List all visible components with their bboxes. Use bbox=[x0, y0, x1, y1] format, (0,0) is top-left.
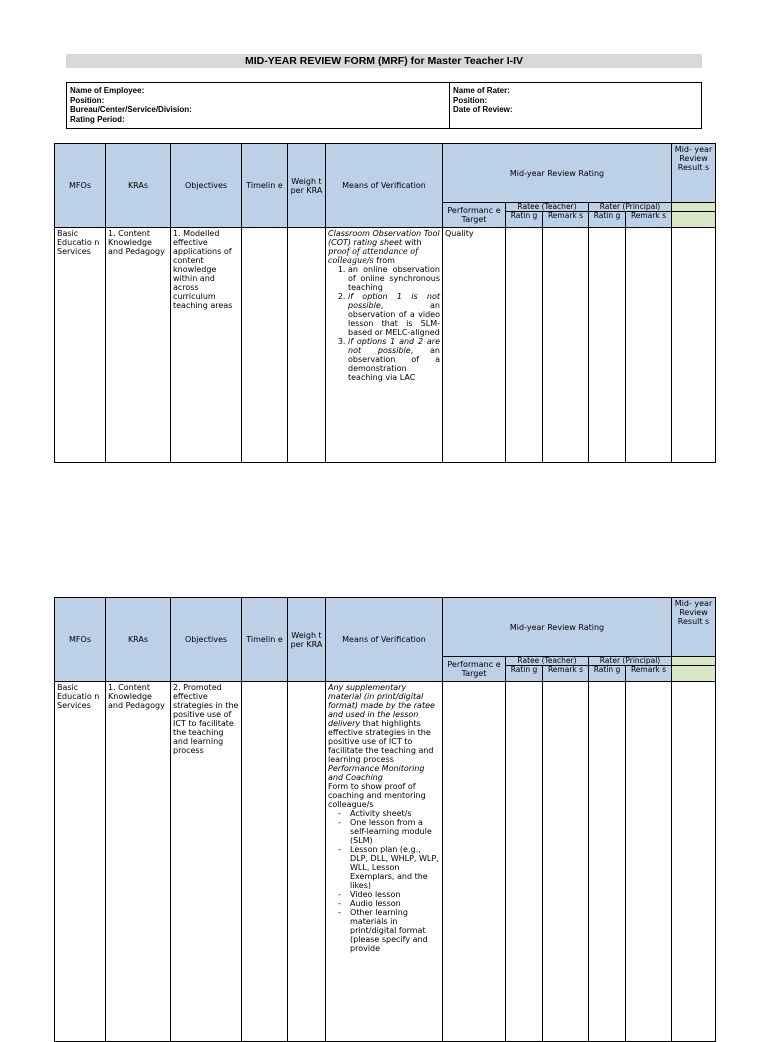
employee-info-left bbox=[70, 86, 192, 124]
employee-info-box bbox=[66, 82, 702, 129]
mov-highlights-text: that highlights effective strategies in the positive use of ICT to facilitate the teaching and learning process bbox=[328, 719, 434, 764]
header-kras: KRAs bbox=[106, 598, 171, 682]
header-performance-target: Performanc e Target bbox=[443, 657, 506, 682]
ratee-rating-cell[interactable] bbox=[506, 228, 543, 463]
rater-rating-cell[interactable] bbox=[589, 228, 626, 463]
mov-supplementary-text: Any supplementary material (in print/digital format) made by the ratee and used in the lesson delivery bbox=[328, 683, 435, 728]
results-cell-green bbox=[672, 212, 716, 228]
header-kras: KRAs bbox=[106, 144, 171, 228]
ratee-rating-cell[interactable] bbox=[506, 682, 543, 1042]
header-rater: Rater (Principal) bbox=[589, 657, 672, 666]
mov-material-item: - Other learning materials in print/digital format (please specify and provide bbox=[350, 908, 440, 953]
header-weight: Weigh t per KRA bbox=[288, 598, 326, 682]
mov-pmc-text: Performance Monitoring and Coaching bbox=[328, 764, 425, 782]
header-review-rating: Mid-year Review Rating bbox=[443, 598, 672, 657]
header-rater: Rater (Principal) bbox=[589, 203, 672, 212]
review-results-cell[interactable] bbox=[672, 682, 716, 1042]
header-mfos: MFOs bbox=[55, 144, 106, 228]
rater-remarks-cell[interactable] bbox=[626, 682, 672, 1042]
rating-period-label: Rating Period: bbox=[70, 114, 125, 124]
header-mov: Means of Verification bbox=[326, 598, 443, 682]
objective-cell: 2. Promoted effective strategies in the positive use of ICT to facilitate the teaching and learning process bbox=[171, 682, 242, 1042]
mov-material-item: - One lesson from a self-learning module (SLM) bbox=[350, 818, 440, 845]
form-title: MID-YEAR REVIEW FORM (MRF) for Master Teacher I-IV bbox=[66, 54, 702, 68]
header-objectives: Objectives bbox=[171, 598, 242, 682]
header-performance-target: Performanc e Target bbox=[443, 203, 506, 228]
ratee-remarks-cell[interactable] bbox=[543, 682, 589, 1042]
name-of-employee-label: Name of Employee: bbox=[70, 86, 145, 95]
header-rater-remarks: Remark s bbox=[626, 212, 672, 228]
review-table-1 bbox=[54, 143, 716, 463]
header-ratee: Ratee (Teacher) bbox=[506, 203, 589, 212]
weight-cell bbox=[288, 682, 326, 1042]
rater-position-label: Position: bbox=[453, 95, 488, 105]
header-ratee: Ratee (Teacher) bbox=[506, 657, 589, 666]
header-rater-remarks: Remark s bbox=[626, 666, 672, 682]
performance-target-cell bbox=[443, 682, 506, 1042]
mov-option-item: 1. an online observation of online synchronous teaching bbox=[348, 265, 440, 292]
mov-option-item: 3. if options 1 and 2 are not possible, an observation of a demonstration teaching via LAC bbox=[348, 337, 440, 382]
header-review-results: Mid- year Review Result s bbox=[672, 144, 716, 203]
header-objectives: Objectives bbox=[171, 144, 242, 228]
header-ratee-rating: Ratin g bbox=[506, 666, 543, 682]
rater-rating-cell[interactable] bbox=[589, 682, 626, 1042]
mov-cot-text: Classroom Observation Tool (COT) rating sheet bbox=[328, 229, 440, 247]
results-cell-green bbox=[672, 657, 716, 666]
mov-material-item: - Activity sheet/s bbox=[350, 809, 440, 818]
header-rater-rating: Ratin g bbox=[589, 666, 626, 682]
weight-cell bbox=[288, 228, 326, 463]
kra-cell: 1. Content Knowledge and Pedagogy bbox=[106, 682, 171, 1042]
mov-proof-text: proof of attendance of colleague/s bbox=[328, 247, 419, 265]
ratee-remarks-cell[interactable] bbox=[543, 228, 589, 463]
mov-material-item: - Video lesson bbox=[350, 890, 440, 899]
header-mfos: MFOs bbox=[55, 598, 106, 682]
rater-info-right bbox=[453, 86, 513, 115]
mov-material-list bbox=[328, 809, 440, 953]
header-ratee-remarks: Remark s bbox=[543, 666, 589, 682]
mfo-cell: Basic Educatio n Services bbox=[55, 228, 106, 463]
mov-from-text: from bbox=[376, 256, 395, 265]
bureau-label: Bureau/Center/Service/Division: bbox=[70, 105, 192, 114]
header-review-rating: Mid-year Review Rating bbox=[443, 144, 672, 203]
results-cell-green bbox=[672, 203, 716, 212]
mov-option-list bbox=[328, 265, 440, 382]
rater-remarks-cell[interactable] bbox=[626, 228, 672, 463]
timeline-cell bbox=[242, 682, 288, 1042]
timeline-cell bbox=[242, 228, 288, 463]
mov-material-item: - Audio lesson bbox=[350, 899, 440, 908]
header-timeline: Timelin e bbox=[242, 144, 288, 228]
header-mov: Means of Verification bbox=[326, 144, 443, 228]
mov-coaching-text: to show proof of coaching and mentoring colleague/s bbox=[328, 782, 426, 809]
mov-with-text: with bbox=[404, 238, 422, 247]
header-ratee-remarks: Remark s bbox=[543, 212, 589, 228]
header-timeline: Timelin e bbox=[242, 598, 288, 682]
performance-target-cell: Quality bbox=[443, 228, 506, 463]
header-weight: Weigh t per KRA bbox=[288, 144, 326, 228]
header-rater-rating: Ratin g bbox=[589, 212, 626, 228]
position-label: Position: bbox=[70, 95, 105, 105]
mov-form-text: Form bbox=[328, 782, 349, 791]
mov-option-item: 2. if option 1 is not possible, an observation of a video lesson that is SLM-based or MELC-aligned bbox=[348, 292, 440, 337]
header-ratee-rating: Ratin g bbox=[506, 212, 543, 228]
mfo-cell: Basic Educatio n Services bbox=[55, 682, 106, 1042]
review-results-cell[interactable] bbox=[672, 228, 716, 463]
info-divider bbox=[449, 83, 450, 128]
mov-cell bbox=[326, 228, 443, 463]
review-table-2 bbox=[54, 597, 716, 1042]
mov-cell bbox=[326, 682, 443, 1042]
name-of-rater-label: Name of Rater: bbox=[453, 86, 510, 95]
date-of-review-label: Date of Review: bbox=[453, 105, 513, 114]
header-review-results: Mid- year Review Result s bbox=[672, 598, 716, 657]
results-cell-green bbox=[672, 666, 716, 682]
objective-cell: 1. Modelled effective applications of content knowledge within and across curriculum teaching areas bbox=[171, 228, 242, 463]
kra-cell: 1. Content Knowledge and Pedagogy bbox=[106, 228, 171, 463]
mov-material-item: - Lesson plan (e.g., DLP, DLL, WHLP, WLP, WLL, Lesson Exemplars, and the likes) bbox=[350, 845, 440, 890]
